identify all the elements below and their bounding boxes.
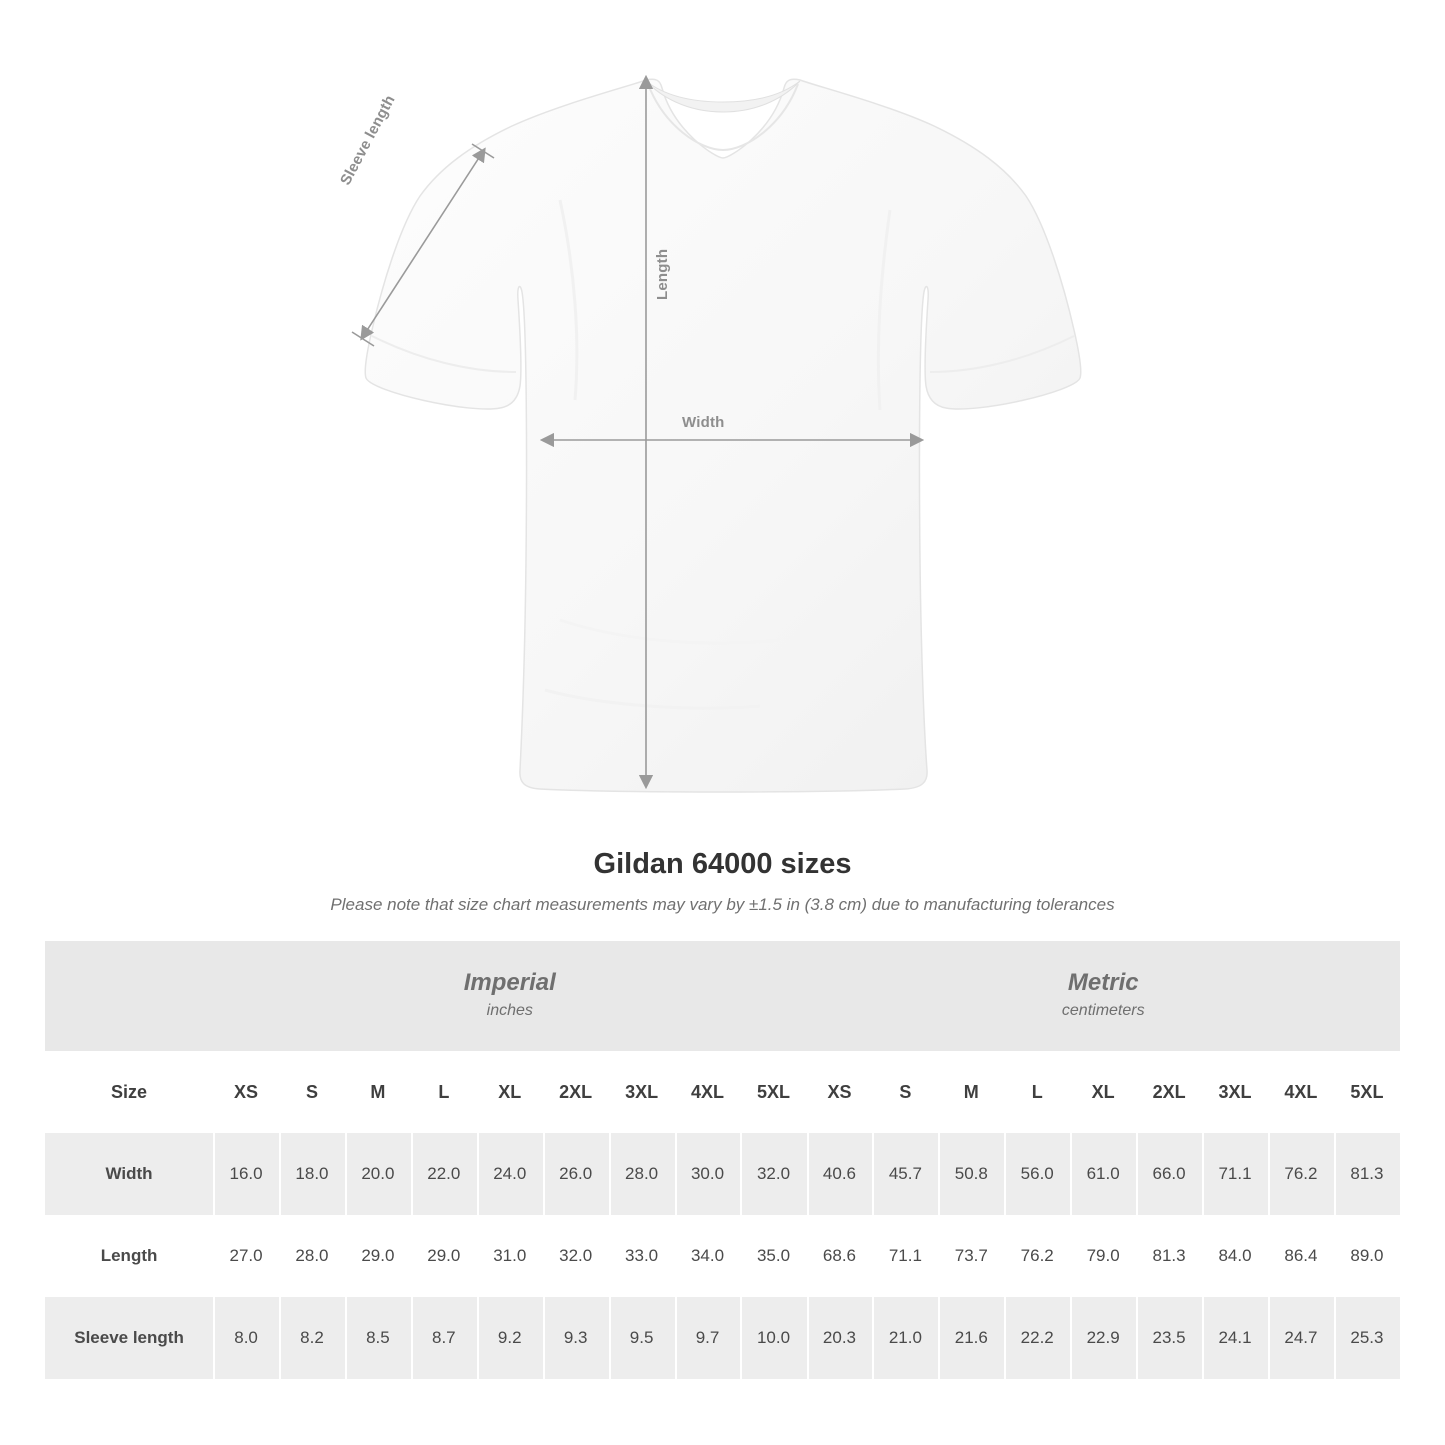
size-header-imperial-xs: XS <box>213 1051 279 1133</box>
size-header-imperial-s: S <box>279 1051 345 1133</box>
cell-sleeve-metric-5xl: 25.3 <box>1334 1297 1400 1379</box>
cell-sleeve-metric-4xl: 24.7 <box>1268 1297 1334 1379</box>
cell-sleeve-metric-2xl: 23.5 <box>1136 1297 1202 1379</box>
size-header-metric-2xl: 2XL <box>1136 1051 1202 1133</box>
cell-length-imperial-2xl: 32.0 <box>543 1215 609 1297</box>
cell-sleeve-imperial-xs: 8.0 <box>213 1297 279 1379</box>
cell-width-imperial-s: 18.0 <box>279 1133 345 1215</box>
cell-width-imperial-3xl: 28.0 <box>609 1133 675 1215</box>
cell-width-metric-4xl: 76.2 <box>1268 1133 1334 1215</box>
cell-length-metric-xs: 68.6 <box>807 1215 873 1297</box>
cell-sleeve-imperial-5xl: 10.0 <box>740 1297 806 1379</box>
table-row <box>45 1215 1400 1297</box>
size-header-metric-s: S <box>872 1051 938 1133</box>
size-header-metric-m: M <box>938 1051 1004 1133</box>
cell-width-metric-xs: 40.6 <box>807 1133 873 1215</box>
size-header-metric-l: L <box>1004 1051 1070 1133</box>
unit-header-imperial <box>213 941 806 1051</box>
cell-length-metric-2xl: 81.3 <box>1136 1215 1202 1297</box>
row-label-width: Width <box>45 1133 213 1215</box>
cell-length-imperial-3xl: 33.0 <box>609 1215 675 1297</box>
cell-width-imperial-m: 20.0 <box>345 1133 411 1215</box>
cell-width-metric-2xl: 66.0 <box>1136 1133 1202 1215</box>
sleeve-length-label: Sleeve length <box>337 92 399 188</box>
cell-width-metric-xl: 61.0 <box>1070 1133 1136 1215</box>
size-header-imperial-xl: XL <box>477 1051 543 1133</box>
page-title: Gildan 64000 sizes <box>593 848 852 880</box>
cell-width-imperial-2xl: 26.0 <box>543 1133 609 1215</box>
cell-length-imperial-m: 29.0 <box>345 1215 411 1297</box>
cell-length-imperial-xs: 27.0 <box>213 1215 279 1297</box>
size-header-metric-3xl: 3XL <box>1202 1051 1268 1133</box>
cell-length-metric-5xl: 89.0 <box>1334 1215 1400 1297</box>
cell-sleeve-imperial-l: 8.7 <box>411 1297 477 1379</box>
cell-sleeve-imperial-xl: 9.2 <box>477 1297 543 1379</box>
size-header-imperial-l: L <box>411 1051 477 1133</box>
cell-sleeve-imperial-3xl: 9.5 <box>609 1297 675 1379</box>
cell-sleeve-metric-s: 21.0 <box>872 1297 938 1379</box>
cell-length-imperial-4xl: 34.0 <box>675 1215 741 1297</box>
cell-width-metric-3xl: 71.1 <box>1202 1133 1268 1215</box>
size-header-row <box>45 1051 1400 1133</box>
cell-sleeve-metric-xl: 22.9 <box>1070 1297 1136 1379</box>
unit-imperial-name: Imperial <box>463 969 556 997</box>
cell-length-imperial-xl: 31.0 <box>477 1215 543 1297</box>
title-block <box>0 848 1445 915</box>
cell-width-imperial-xs: 16.0 <box>213 1133 279 1215</box>
cell-length-metric-4xl: 86.4 <box>1268 1215 1334 1297</box>
cell-sleeve-imperial-4xl: 9.7 <box>675 1297 741 1379</box>
size-header-imperial-3xl: 3XL <box>609 1051 675 1133</box>
cell-width-metric-5xl: 81.3 <box>1334 1133 1400 1215</box>
size-table-wrapper <box>45 941 1400 1379</box>
unit-imperial-sub: inches <box>486 1002 533 1020</box>
cell-sleeve-metric-l: 22.2 <box>1004 1297 1070 1379</box>
size-header-metric-4xl: 4XL <box>1268 1051 1334 1133</box>
cell-length-imperial-s: 28.0 <box>279 1215 345 1297</box>
cell-length-metric-xl: 79.0 <box>1070 1215 1136 1297</box>
cell-sleeve-metric-xs: 20.3 <box>807 1297 873 1379</box>
size-header-imperial-4xl: 4XL <box>675 1051 741 1133</box>
cell-length-imperial-l: 29.0 <box>411 1215 477 1297</box>
size-table <box>45 941 1400 1379</box>
tolerance-note: Please note that size chart measurements may vary by ±1.5 in (3.8 cm) due to manufacturing tolerances <box>330 895 1115 914</box>
cell-sleeve-imperial-m: 8.5 <box>345 1297 411 1379</box>
size-header-metric-xl: XL <box>1070 1051 1136 1133</box>
cell-length-metric-m: 73.7 <box>938 1215 1004 1297</box>
unit-header-metric <box>807 941 1401 1051</box>
cell-sleeve-imperial-s: 8.2 <box>279 1297 345 1379</box>
cell-width-metric-l: 56.0 <box>1004 1133 1070 1215</box>
cell-width-imperial-xl: 24.0 <box>477 1133 543 1215</box>
cell-length-imperial-5xl: 35.0 <box>740 1215 806 1297</box>
size-header-metric-5xl: 5XL <box>1334 1051 1400 1133</box>
cell-width-imperial-l: 22.0 <box>411 1133 477 1215</box>
unit-header-row <box>45 941 1400 1051</box>
size-header-imperial-m: M <box>345 1051 411 1133</box>
cell-sleeve-metric-m: 21.6 <box>938 1297 1004 1379</box>
size-header-imperial-2xl: 2XL <box>543 1051 609 1133</box>
cell-width-imperial-4xl: 30.0 <box>675 1133 741 1215</box>
cell-sleeve-imperial-2xl: 9.3 <box>543 1297 609 1379</box>
cell-sleeve-metric-3xl: 24.1 <box>1202 1297 1268 1379</box>
row-label-length: Length <box>45 1215 213 1297</box>
unit-metric-name: Metric <box>1067 969 1139 997</box>
cell-width-metric-m: 50.8 <box>938 1133 1004 1215</box>
unit-header-blank <box>45 941 213 1051</box>
table-row <box>45 1133 1400 1215</box>
cell-length-metric-3xl: 84.0 <box>1202 1215 1268 1297</box>
table-row <box>45 1297 1400 1379</box>
width-label: Width <box>682 414 725 431</box>
size-header-metric-xs: XS <box>807 1051 873 1133</box>
cell-width-metric-s: 45.7 <box>872 1133 938 1215</box>
row-label-sleeve-length: Sleeve length <box>45 1297 213 1379</box>
cell-width-imperial-5xl: 32.0 <box>740 1133 806 1215</box>
size-header-imperial-5xl: 5XL <box>740 1051 806 1133</box>
cell-length-metric-s: 71.1 <box>872 1215 938 1297</box>
unit-metric-sub: centimeters <box>1061 1002 1145 1020</box>
cell-length-metric-l: 76.2 <box>1004 1215 1070 1297</box>
length-label: Length <box>654 248 671 300</box>
size-header-label: Size <box>45 1051 213 1133</box>
